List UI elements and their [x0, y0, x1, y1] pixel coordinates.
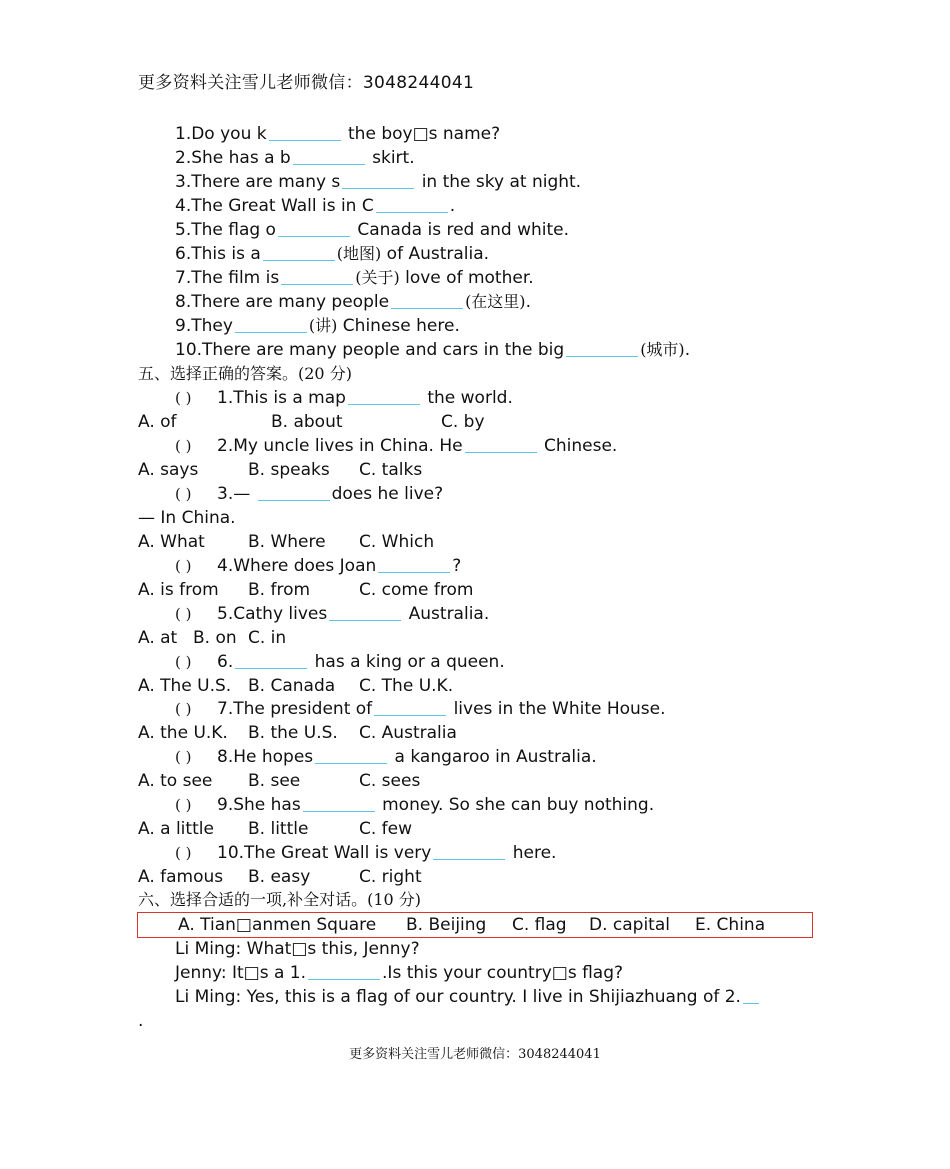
mc-question-3: ( ) 3.— does he live? — [175, 484, 444, 504]
mc-question-4: ( ) 4.Where does Joan ? — [175, 556, 462, 576]
answer-blank[interactable] — [433, 843, 505, 860]
answer-blank[interactable] — [269, 124, 341, 141]
option-a[interactable]: A. at — [138, 628, 178, 648]
option-b[interactable]: B. easy — [248, 867, 311, 887]
option-a[interactable]: A. a little — [138, 819, 214, 839]
fill-item-4: 4.The Great Wall is in C . — [175, 196, 456, 216]
answer-blank[interactable] — [329, 604, 401, 621]
section-6-title: 六、选择合适的一项,补全对话。(10 分) — [138, 890, 422, 909]
answer-blank[interactable] — [263, 244, 335, 261]
answer-paren[interactable]: ( ) — [175, 653, 192, 671]
choice-a: A. Tian□anmen Square — [178, 915, 377, 935]
answer-blank[interactable] — [235, 652, 307, 669]
answer-blank[interactable] — [566, 340, 638, 357]
fill-item-3: 3.There are many s in the sky at night. — [175, 172, 582, 192]
mc-question-5: ( ) 5.Cathy lives Australia. — [175, 604, 490, 624]
answer-paren[interactable]: ( ) — [175, 796, 192, 814]
option-a[interactable]: A. the U.K. — [138, 723, 228, 743]
fill-item-1: 1.Do you k the boy□s name? — [175, 124, 501, 144]
option-a[interactable]: A. says — [138, 460, 199, 480]
option-c[interactable]: C. The U.K. — [359, 676, 454, 696]
option-a[interactable]: A. of — [138, 412, 177, 432]
option-c[interactable]: C. few — [359, 819, 413, 839]
answer-paren[interactable]: ( ) — [175, 389, 192, 407]
dialog-line-4: . — [138, 1011, 144, 1031]
answer-blank[interactable] — [281, 268, 353, 285]
mc-question-9: ( ) 9.She has money. So she can buy nothing. — [175, 795, 655, 815]
option-c[interactable]: C. by — [441, 412, 485, 432]
option-a[interactable]: A. to see — [138, 771, 213, 791]
option-c[interactable]: C. Which — [359, 532, 435, 552]
mc-question-10: ( ) 10.The Great Wall is very here. — [175, 843, 557, 863]
option-b[interactable]: B. little — [248, 819, 309, 839]
answer-blank[interactable] — [235, 316, 307, 333]
answer-blank[interactable] — [465, 436, 537, 453]
answer-paren[interactable]: ( ) — [175, 605, 192, 623]
fill-item-9: 9.They (讲) Chinese here. — [175, 316, 460, 336]
answer-paren[interactable]: ( ) — [175, 844, 192, 862]
option-b[interactable]: B. speaks — [248, 460, 330, 480]
answer-paren[interactable]: ( ) — [175, 557, 192, 575]
section-5-title: 五、选择正确的答案。(20 分) — [138, 364, 352, 383]
dialog-line-1: Li Ming: What□s this, Jenny? — [175, 939, 420, 959]
mc-question-7: ( ) 7.The president of lives in the White House. — [175, 699, 666, 719]
mc-question-6: ( ) 6. has a king or a queen. — [175, 652, 505, 672]
answer-blank[interactable] — [348, 388, 420, 405]
option-c[interactable]: C. talks — [359, 460, 423, 480]
option-b[interactable]: B. Where — [248, 532, 326, 552]
answer-blank[interactable] — [342, 172, 414, 189]
answer-blank[interactable] — [391, 292, 463, 309]
option-c[interactable]: C. in — [248, 628, 287, 648]
answer-blank[interactable] — [278, 220, 350, 237]
page-header: 更多资料关注雪儿老师微信：3048244041 — [138, 73, 475, 93]
mc-answer-line-3: — In China. — [138, 508, 236, 528]
answer-blank[interactable] — [743, 987, 759, 1004]
fill-item-5: 5.The flag o Canada is red and white. — [175, 220, 570, 240]
answer-blank[interactable] — [308, 963, 380, 980]
answer-blank[interactable] — [303, 795, 375, 812]
fill-item-7: 7.The film is (关于) love of mother. — [175, 268, 534, 288]
option-b[interactable]: B. see — [248, 771, 301, 791]
option-b[interactable]: B. from — [248, 580, 311, 600]
option-a[interactable]: A. The U.S. — [138, 676, 232, 696]
answer-paren[interactable]: ( ) — [175, 700, 192, 718]
fill-item-2: 2.She has a b skirt. — [175, 148, 415, 168]
answer-blank[interactable] — [315, 747, 387, 764]
option-a[interactable]: A. is from — [138, 580, 219, 600]
answer-blank[interactable] — [258, 484, 330, 501]
option-c[interactable]: C. sees — [359, 771, 421, 791]
option-b[interactable]: B. on — [193, 628, 237, 648]
choice-e: E. China — [695, 915, 766, 935]
answer-blank[interactable] — [378, 556, 450, 573]
option-b[interactable]: B. Canada — [248, 676, 336, 696]
option-c[interactable]: C. right — [359, 867, 422, 887]
answer-blank[interactable] — [293, 148, 365, 165]
choice-c: C. flag — [512, 915, 567, 935]
dialog-line-3: Li Ming: Yes, this is a flag of our country. I live in Shijiazhuang of 2. — [175, 986, 761, 1008]
option-a[interactable]: A. What — [138, 532, 205, 552]
mc-question-2: ( ) 2.My uncle lives in China. He Chinese. — [175, 436, 618, 456]
option-b[interactable]: B. about — [271, 412, 343, 432]
mc-question-8: ( ) 8.He hopes a kangaroo in Australia. — [175, 747, 597, 767]
choice-b: B. Beijing — [406, 915, 487, 935]
page-footer: 更多资料关注雪儿老师微信：3048244041 — [349, 1047, 601, 1062]
choice-d: D. capital — [589, 915, 670, 935]
answer-paren[interactable]: ( ) — [175, 748, 192, 766]
answer-blank[interactable] — [374, 699, 446, 716]
option-c[interactable]: C. come from — [359, 580, 474, 600]
fill-item-8: 8.There are many people (在这里). — [175, 292, 531, 312]
answer-paren[interactable]: ( ) — [175, 485, 192, 503]
option-b[interactable]: B. the U.S. — [248, 723, 338, 743]
option-c[interactable]: C. Australia — [359, 723, 457, 743]
mc-question-1: ( ) 1.This is a map the world. — [175, 388, 513, 408]
fill-item-6: 6.This is a (地图) of Australia. — [175, 244, 490, 264]
option-a[interactable]: A. famous — [138, 867, 224, 887]
fill-item-10: 10.There are many people and cars in the big (城市). — [175, 340, 691, 360]
answer-blank[interactable] — [376, 196, 448, 213]
dialog-line-2: Jenny: It□s a 1. .Is this your country□s flag? — [175, 963, 624, 983]
answer-paren[interactable]: ( ) — [175, 437, 192, 455]
